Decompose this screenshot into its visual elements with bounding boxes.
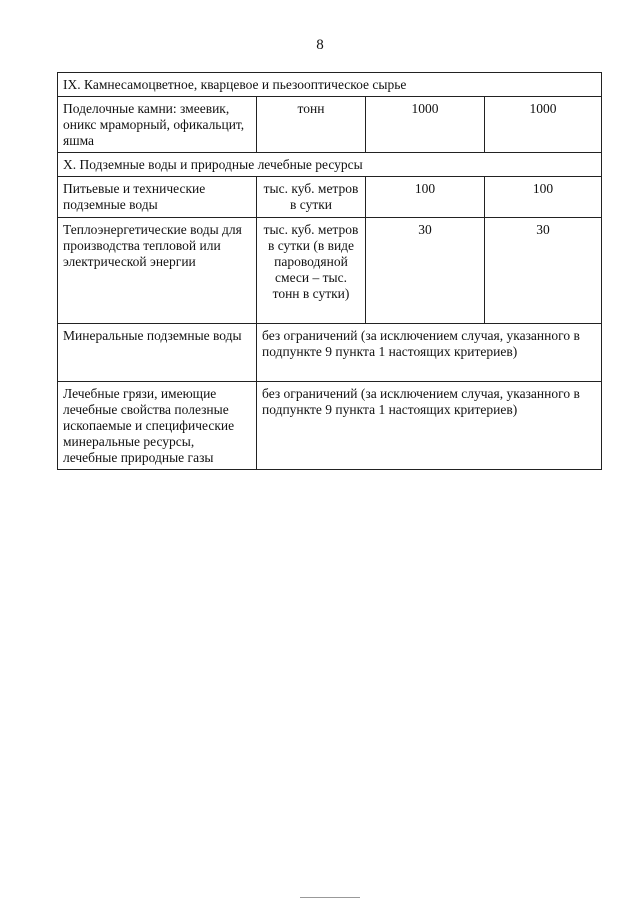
resource-name-cell: Лечебные грязи, имеющие лечебные свойства полезные ископаемые и специфические минеральные ресурсы, лечебные природные газы (58, 382, 257, 470)
resource-name-cell: Минеральные подземные воды (58, 324, 257, 382)
criteria-table (57, 72, 602, 470)
value-cell-2: 1000 (485, 97, 602, 153)
section-header-ix (58, 73, 602, 97)
unit-cell: тыс. куб. метров в сутки (257, 177, 366, 218)
unit-cell: тонн (257, 97, 366, 153)
value-cell-1: 1000 (366, 97, 485, 153)
unit-cell: тыс. куб. метров в сутки (в виде пароводяной смеси – тыс. тонн в сутки) (257, 218, 366, 324)
resource-name-cell: Питьевые и технические подземные воды (58, 177, 257, 218)
value-cell-2: 30 (485, 218, 602, 324)
table-row (58, 218, 602, 324)
limit-cell: без ограничений (за исключением случая, указанного в подпункте 9 пункта 1 настоящих критериев) (257, 382, 602, 470)
section-title-x: X. Подземные воды и природные лечебные ресурсы (58, 153, 602, 177)
scan-edge-line (300, 897, 360, 898)
limit-cell: без ограничений (за исключением случая, указанного в подпункте 9 пункта 1 настоящих критериев) (257, 324, 602, 382)
value-cell-1: 100 (366, 177, 485, 218)
resource-name-cell: Поделочные камни: змеевик, оникс мраморный, офикальцит, яшма (58, 97, 257, 153)
value-cell-2: 100 (485, 177, 602, 218)
resource-name-cell: Теплоэнергетические воды для производства тепловой или электрической энергии (58, 218, 257, 324)
table-row (58, 382, 602, 470)
table-row (58, 177, 602, 218)
value-cell-1: 30 (366, 218, 485, 324)
page-number: 8 (316, 37, 324, 53)
section-header-x (58, 153, 602, 177)
section-title-ix: IX. Камнесамоцветное, кварцевое и пьезооптическое сырье (58, 73, 602, 97)
table-row (58, 97, 602, 153)
table-row (58, 324, 602, 382)
